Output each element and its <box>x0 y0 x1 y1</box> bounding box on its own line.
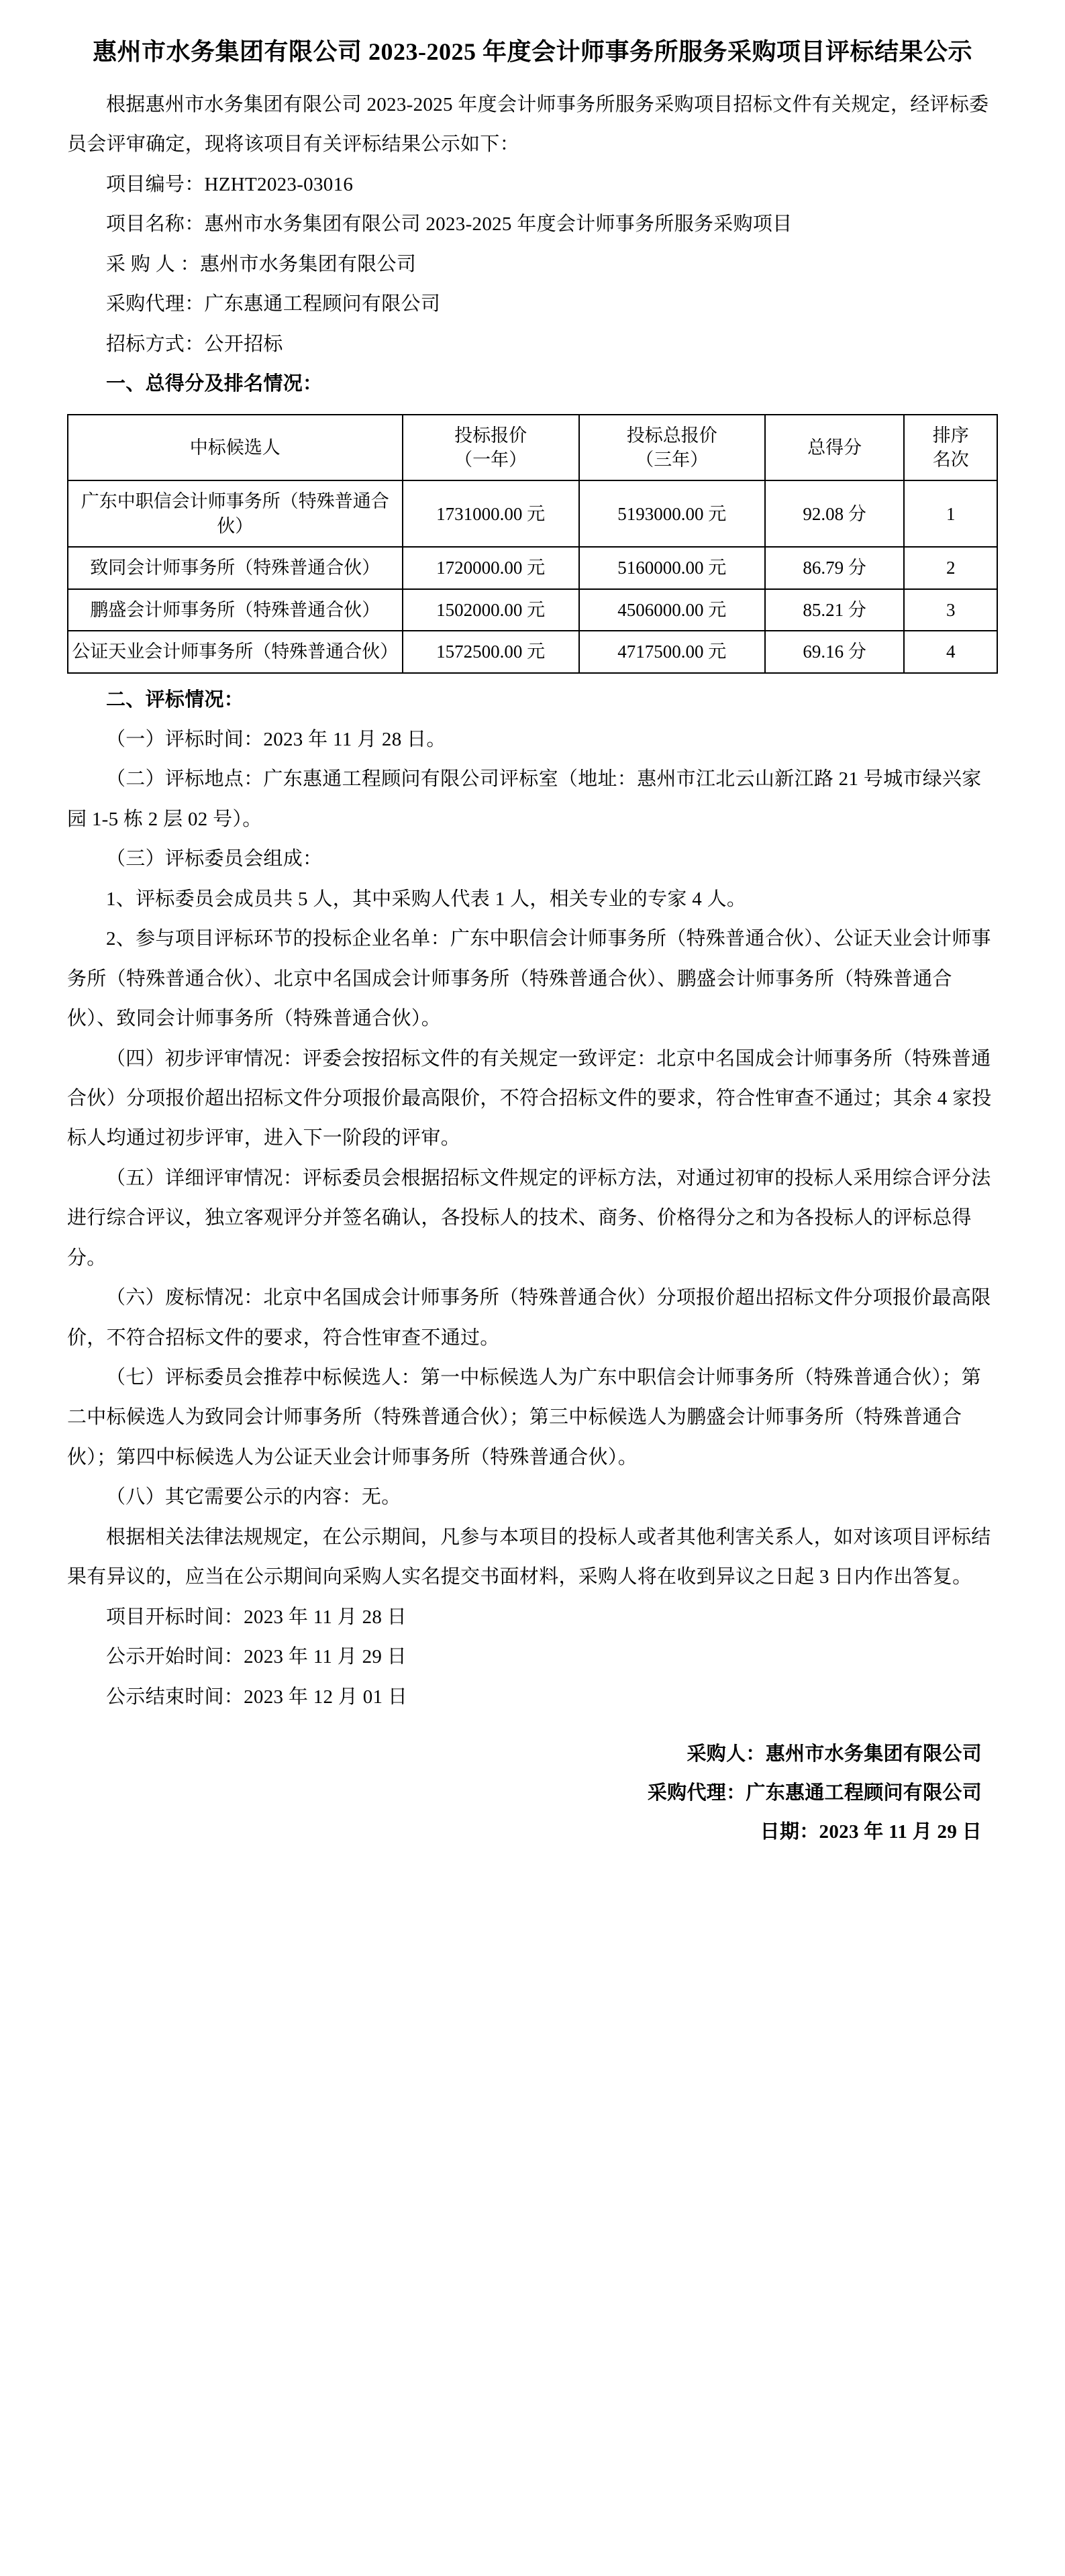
signature-block <box>67 1735 998 1851</box>
intro-paragraph: 根据惠州市水务集团有限公司 2023-2025 年度会计师事务所服务采购项目招标文件有关规定，经评标委员会评审确定，现将该项目有关评标结果公示如下： <box>67 94 989 156</box>
row-bid-one-year: 1572500.00 元 <box>403 631 579 672</box>
eval-location-item: （二）评标地点：广东惠通工程顾问有限公司评标室（地址：惠州市江北云山新江路 21 号城市绿兴家园 1-5 栋 2 层 02 号）。 <box>67 768 982 830</box>
row-bid-three-year: 4717500.00 元 <box>579 631 765 672</box>
section-two-heading: 二、评标情况： <box>106 688 244 711</box>
bid-opening-date-value: 2023 年 11 月 28 日 <box>244 1606 407 1628</box>
row-bid-one-year: 1720000.00 元 <box>403 547 579 588</box>
notice-end-date-value: 2023 年 12 月 01 日 <box>244 1686 408 1708</box>
header-total-score: 总得分 <box>765 415 905 481</box>
row-total-score: 85.21 分 <box>765 589 905 631</box>
signature-purchaser-line <box>67 1735 998 1773</box>
header-bid-one-year <box>403 415 579 481</box>
notice-end-date-label: 公示结束时间： <box>106 1686 244 1708</box>
rejected-bid-item: （六）废标情况：北京中名国成会计师事务所（特殊普通合伙）分项报价超出招标文件分项报价最高限价，不符合招标文件的要求，符合性审查不通过。 <box>67 1287 991 1349</box>
result-table <box>67 414 998 674</box>
bid-method-label: 招标方式： <box>106 333 205 355</box>
project-name-label: 项目名称： <box>106 213 205 236</box>
eval-time-item: （一）评标时间：2023 年 11 月 28 日。 <box>106 729 446 750</box>
objection-paragraph: 根据相关法律法规规定，在公示期间，凡参与本项目的投标人或者其他利害关系人，如对该项目评标结果有异议的，应当在公示期间向采购人实名提交书面材料，采购人将在收到异议之日起 3 日内作出答复。 <box>67 1526 991 1588</box>
project-name-line <box>67 205 998 244</box>
agent-label: 采购代理： <box>106 293 205 315</box>
header-candidate: 中标候选人 <box>68 415 403 481</box>
row-total-score: 92.08 分 <box>765 480 905 547</box>
notice-end-date-line <box>67 1678 998 1717</box>
purchaser-line <box>67 245 998 285</box>
agent-value: 广东惠通工程顾问有限公司 <box>204 293 441 315</box>
header-bid-one-year-line1: 投标报价 <box>454 425 527 446</box>
signature-date-line <box>67 1812 998 1851</box>
header-bid-one-year-line2: （一年） <box>454 449 527 470</box>
project-number-label: 项目编号： <box>106 173 205 195</box>
header-bid-three-year <box>579 415 765 481</box>
bid-method-line <box>67 325 998 364</box>
signature-agent-value: 广东惠通工程顾问有限公司 <box>746 1782 982 1804</box>
project-number-line <box>67 165 998 205</box>
row-rank: 3 <box>904 589 997 631</box>
table-row <box>68 631 997 672</box>
notice-start-date-line <box>67 1637 998 1677</box>
table-row <box>68 547 997 588</box>
row-total-score: 86.79 分 <box>765 547 905 588</box>
recommended-candidates-item: （七）评标委员会推荐中标候选人：第一中标候选人为广东中职信会计师事务所（特殊普通合伙）；第二中标候选人为致同会计师事务所（特殊普通合伙）；第三中标候选人为鹏盛会计师事务所（特殊普通合伙）；第四中标候选人为公证天业会计师事务所（特殊普通合伙）。 <box>67 1367 982 1468</box>
notice-start-date-value: 2023 年 11 月 29 日 <box>244 1646 407 1668</box>
signature-purchaser-value: 惠州市水务集团有限公司 <box>765 1743 982 1765</box>
bidder-list-item: 2、参与项目评标环节的投标企业名单：广东中职信会计师事务所（特殊普通合伙）、公证天业会计师事务所（特殊普通合伙）、北京中名国成会计师事务所（特殊普通合伙）、鹏盛会计师事务所（特殊普通合伙）、致同会计师事务所（特殊普通合伙）。 <box>67 928 991 1030</box>
row-bid-one-year: 1731000.00 元 <box>403 480 579 547</box>
bid-method-value: 公开招标 <box>204 333 283 355</box>
other-notice-item: （八）其它需要公示的内容：无。 <box>106 1486 401 1508</box>
header-rank-line2: 名次 <box>932 449 969 470</box>
row-candidate-name: 鹏盛会计师事务所（特殊普通合伙） <box>68 589 403 631</box>
row-total-score: 69.16 分 <box>765 631 905 672</box>
table-row <box>68 589 997 631</box>
page-title: 惠州市水务集团有限公司 2023-2025 年度会计师事务所服务采购项目评标结果公示 <box>93 38 972 65</box>
signature-date-value: 2023 年 11 月 29 日 <box>819 1820 982 1843</box>
preliminary-review-item: （四）初步评审情况：评委会按招标文件的有关规定一致评定：北京中名国成会计师事务所（特殊普通合伙）分项报价超出招标文件分项报价最高限价，不符合招标文件的要求，符合性审查不通过；其余 4 家投标人均通过初步评审，进入下一阶段的评审。 <box>67 1047 992 1149</box>
bid-opening-date-line <box>67 1598 998 1637</box>
committee-members-item: 1、评标委员会成员共 5 人，其中采购人代表 1 人，相关专业的专家 4 人。 <box>106 888 747 910</box>
project-name-value: 惠州市水务集团有限公司 2023-2025 年度会计师事务所服务采购项目 <box>204 213 793 236</box>
detailed-review-item: （五）详细评审情况：评标委员会根据招标文件规定的评标方法，对通过初审的投标人采用综合评分法进行综合评议，独立客观评分并签名确认，各投标人的技术、商务、价格得分之和为各投标人的评标总得分。 <box>67 1167 991 1269</box>
header-bid-three-year-line2: （三年） <box>636 449 709 470</box>
project-number-value: HZHT2023-03016 <box>204 173 354 195</box>
header-rank <box>904 415 997 481</box>
row-bid-three-year: 5160000.00 元 <box>579 547 765 588</box>
notice-start-date-label: 公示开始时间： <box>106 1646 244 1668</box>
table-row <box>68 480 997 547</box>
row-rank: 4 <box>904 631 997 672</box>
row-bid-one-year: 1502000.00 元 <box>403 589 579 631</box>
purchaser-label: 采 购 人 ： <box>106 253 200 275</box>
header-bid-three-year-line1: 投标总报价 <box>626 425 717 446</box>
agent-line <box>67 285 998 324</box>
row-candidate-name: 致同会计师事务所（特殊普通合伙） <box>68 547 403 588</box>
bid-opening-date-label: 项目开标时间： <box>106 1606 244 1628</box>
committee-composition-item: （三）评标委员会组成： <box>106 848 323 870</box>
signature-agent-line <box>67 1773 998 1812</box>
row-rank: 1 <box>904 480 997 547</box>
signature-agent-label: 采购代理： <box>647 1782 746 1804</box>
section-one-heading: 一、总得分及排名情况： <box>106 373 323 395</box>
row-bid-three-year: 5193000.00 元 <box>579 480 765 547</box>
table-header-row <box>68 415 997 481</box>
signature-date-label: 日期： <box>760 1820 819 1843</box>
row-rank: 2 <box>904 547 997 588</box>
row-bid-three-year: 4506000.00 元 <box>579 589 765 631</box>
signature-purchaser-label: 采购人： <box>687 1743 766 1765</box>
row-candidate-name: 广东中职信会计师事务所（特殊普通合伙） <box>68 480 403 547</box>
row-candidate-name: 公证天业会计师事务所（特殊普通合伙） <box>68 631 403 672</box>
header-rank-line1: 排序 <box>932 425 969 446</box>
purchaser-value: 惠州市水务集团有限公司 <box>199 253 417 275</box>
